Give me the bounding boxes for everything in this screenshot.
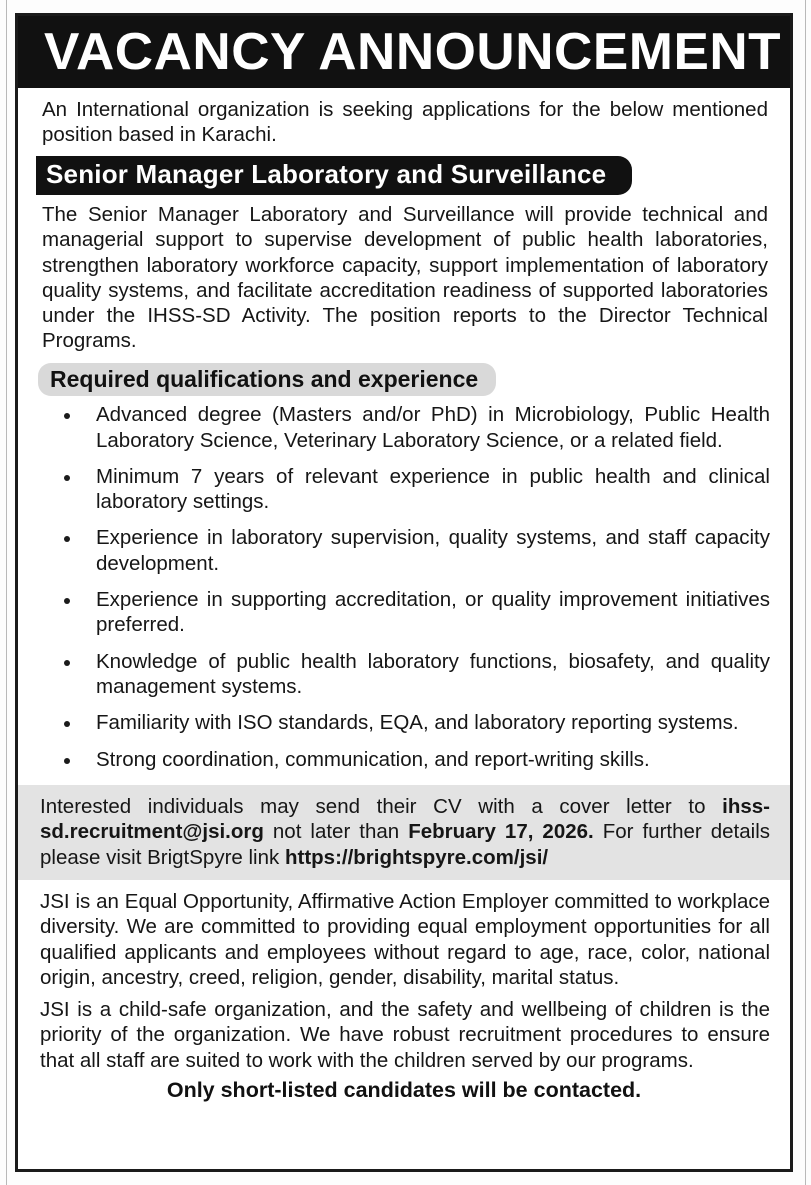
application-lead-text: Interested individuals may send their CV with a cover letter to: [40, 794, 723, 818]
child-safe-statement: JSI is a child-safe organization, and the safety and wellbeing of children is the priority of the organization. We have robust recruitment procedures to ensure that all staff are suited to work with the children served by our programs.: [40, 998, 770, 1072]
bullet-dot-icon: [64, 536, 70, 542]
application-deadline: February 17, 2026.: [408, 820, 594, 844]
position-description: The Senior Manager Laboratory and Surveillance will provide technical and managerial support to supervise development of public health laboratories, strengthen laboratory workforce capacity, support implementation of laboratory quality systems, and facilitate accreditation readiness of supported laboratories under the IHSS-SD Activity. The position reports to the Director Technical Programs.: [42, 202, 768, 353]
qualification-item: [18, 464, 770, 526]
qualification-item-text: Experience in laboratory supervision, quality systems, and staff capacity development.: [96, 526, 770, 575]
qualification-item-text: Familiarity with ISO standards, EQA, and laboratory reporting systems.: [96, 711, 739, 735]
bullet-dot-icon: [64, 660, 70, 666]
application-email[interactable]: ihss-sd.recruitment@jsi.org: [40, 794, 770, 844]
application-middle-text: not later than: [263, 820, 409, 844]
qualifications-heading-container: [18, 356, 790, 396]
qualification-item: [18, 587, 770, 649]
qualification-item-text: Strong coordination, communication, and report-writing skills.: [96, 747, 650, 771]
bullet-dot-icon: [64, 721, 70, 727]
announcement-header-bar: [18, 16, 790, 88]
qualifications-heading: Required qualifications and experience: [38, 363, 496, 396]
qualification-item-text: Experience in supporting accreditation, or quality improvement initiatives preferred.: [96, 588, 770, 637]
shortlist-notice: Only short-listed candidates will be contacted.: [166, 1078, 642, 1103]
qualification-item: [18, 402, 770, 464]
qualification-item: [18, 525, 770, 587]
position-title: Senior Manager Laboratory and Surveillance: [36, 156, 632, 195]
bullet-dot-icon: [64, 758, 70, 764]
bullet-dot-icon: [64, 598, 70, 604]
application-url[interactable]: https://brightspyre.com/jsi/: [284, 845, 549, 869]
application-further-text: For further details please visit BrigtSpyre link: [40, 820, 770, 869]
bullet-dot-icon: [64, 413, 70, 419]
qualifications-list: [18, 402, 790, 783]
qualification-item-text: Knowledge of public health laboratory functions, biosafety, and quality management systems.: [96, 649, 770, 699]
bullet-dot-icon: [64, 475, 70, 481]
vacancy-advertisement: [15, 13, 793, 1172]
qualification-item-text: Advanced degree (Masters and/or PhD) in Microbiology, Public Health Laboratory Science, Veterinary Laboratory Science, or a related field.: [96, 403, 770, 452]
equal-opportunity-statement: JSI is an Equal Opportunity, Affirmative Action Employer committed to workplace diversity. We are committed to providing equal employment opportunities for all qualified applicants and employees without regard to age, race, color, national origin, ancestry, creed, religion, gender, disability, marital status.: [40, 889, 770, 989]
qualification-item: [18, 710, 770, 746]
position-title-container: [18, 154, 790, 195]
application-instructions: [18, 785, 790, 880]
qualification-item-text: Minimum 7 years of relevant experience in public health and clinical laboratory settings.: [96, 464, 770, 514]
qualification-item: [18, 747, 770, 783]
page-title: VACANCY ANNOUNCEMENT: [44, 23, 782, 81]
intro-paragraph: An International organization is seeking applications for the below mentioned position based in Karachi.: [42, 98, 768, 147]
qualification-item: [18, 649, 770, 711]
legal-statements: [18, 880, 790, 1073]
